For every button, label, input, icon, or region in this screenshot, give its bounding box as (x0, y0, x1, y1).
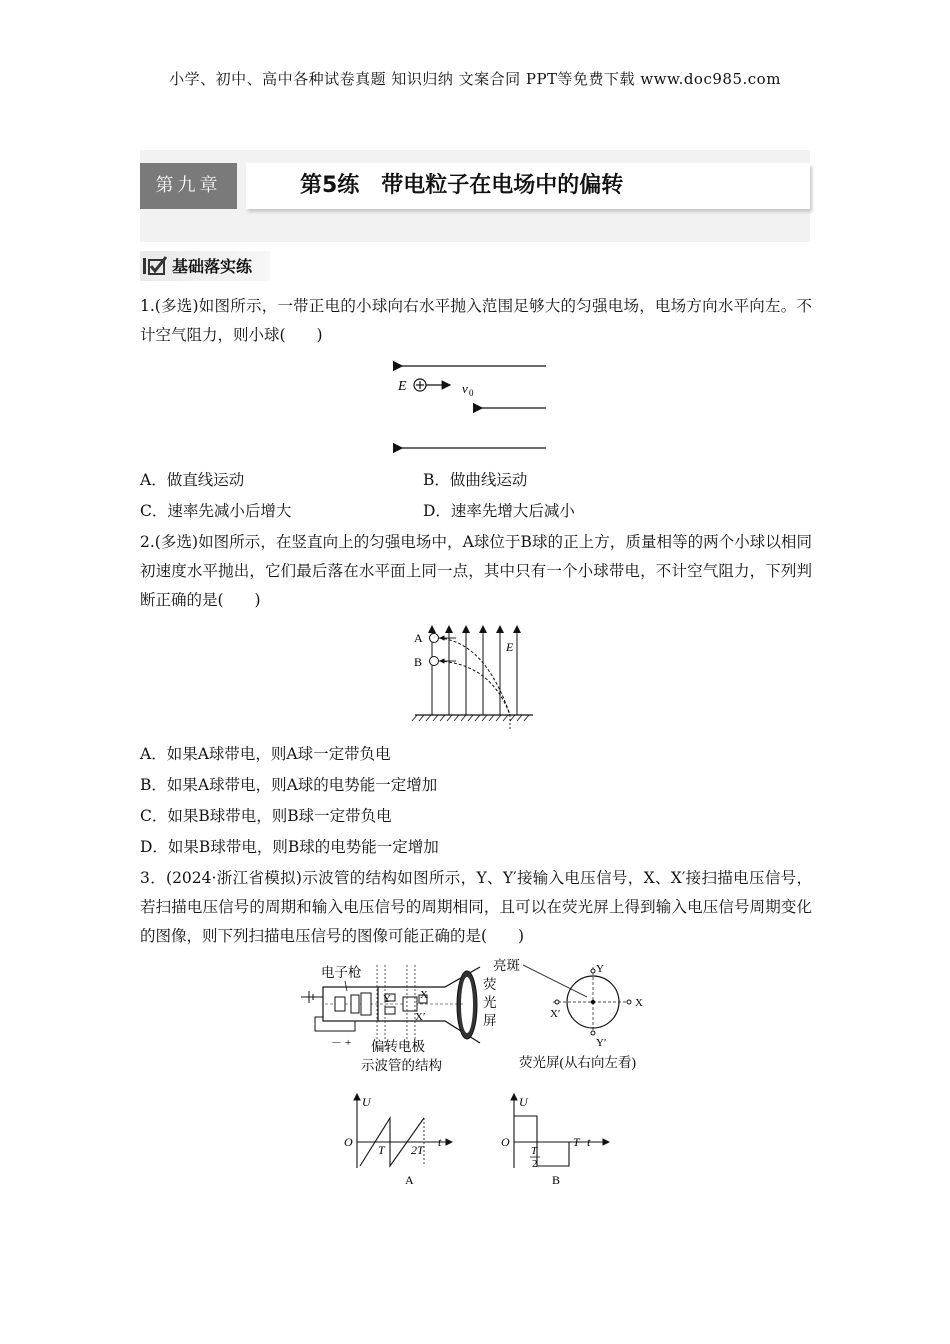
question-1-text: 1.(多选)如图所示，一带正电的小球向右水平抛入范围足够大的匀强电场，电场方向水平向左。不计空气阻力，则小球( ) (140, 297, 812, 344)
minus-sign: － (331, 1037, 342, 1049)
screen-xp-label: X′ (550, 1008, 561, 1020)
q1-velocity-label: v (462, 381, 468, 396)
ball-b (430, 657, 439, 666)
section-label: 基础落实练 (172, 257, 253, 276)
graph-a-caption: A (405, 1173, 414, 1187)
graph-a-origin: O (344, 1135, 353, 1149)
electron-gun-label: 电子枪 (321, 965, 362, 980)
q2-ball-a-label: A (414, 631, 423, 645)
screen-char-3: 屏 (483, 1013, 497, 1028)
q1-option-b: B．做曲线运动 (423, 471, 528, 489)
graph-b-caption: B (552, 1173, 561, 1187)
screen-y-label: Y (596, 963, 604, 975)
graph-a-u-label: U (362, 1095, 371, 1109)
screen-x-label: X (635, 997, 643, 1009)
ball-a (430, 634, 439, 643)
q1-option-d: D．速率先增大后减小 (423, 502, 575, 520)
screen-char-1: 荧 (483, 977, 497, 992)
graph-b-square-wave (514, 1116, 569, 1166)
q2-option-a: A．如果A球带电，则A球一定带负电 (140, 745, 391, 763)
question-3-text: 3．(2024·浙江省模拟)示波管的结构如图所示，Y、Y′接输入电压信号，X、X′接扫描电压信号，若扫描电压信号的周期和输入电压信号的周期相同，且可以在荧光屏上得到输入电压信号周期变化的图像，则下列扫描电压信号的图像可能正确的是( ) (140, 869, 812, 945)
graph-b-t-axis: t (587, 1135, 591, 1149)
screen-char-2: 光 (483, 995, 497, 1010)
q2-field-diagram (405, 618, 540, 733)
graph-a-t1: T (378, 1143, 385, 1157)
tube-xp-label: X′ (415, 1011, 426, 1023)
q2-option-c: C．如果B球带电，则B球一定带负电 (140, 807, 392, 825)
check-icon (142, 255, 168, 277)
q2-field-label: E (506, 640, 514, 654)
graph-b-t1: T (573, 1135, 580, 1149)
graph-a-t2: 2T (411, 1143, 424, 1157)
q1-option-c: C．速率先减小后增大 (140, 502, 292, 520)
page-title: 第5练 带电粒子在电场中的偏转 (300, 173, 624, 198)
screen-yp-label: Y′ (596, 1037, 607, 1049)
spot-label: 亮斑 (493, 958, 520, 973)
q2-option-d: D．如果B球带电，则B球的电势能一定增加 (140, 838, 439, 856)
q1-option-a: A．做直线运动 (140, 471, 245, 489)
q1-field-diagram (380, 355, 560, 460)
bright-spot (591, 1000, 595, 1004)
graph-a (340, 1090, 460, 1190)
graph-b (497, 1090, 617, 1190)
chapter-label: 第九章 (140, 163, 237, 209)
tube-x-label: X (420, 989, 428, 1001)
q1-velocity-sub: 0 (469, 388, 474, 398)
site-header-note: 小学、初中、高中各种试卷真题 知识归纳 文案合同 PPT等免费下载 www.doc985.com (169, 70, 781, 88)
graph-b-half-den: 2 (532, 1158, 538, 1170)
graph-a-t-axis: t (438, 1135, 442, 1149)
q2-ball-b-label: B (414, 655, 423, 669)
graph-b-origin: O (501, 1135, 510, 1149)
graph-b-u-label: U (519, 1095, 528, 1109)
structure-caption: 示波管的结构 (361, 1058, 442, 1073)
electrodes-label: 偏转电极 (371, 1039, 425, 1054)
oscilloscope-diagram (295, 957, 660, 1077)
plus-sign: + (345, 1037, 352, 1049)
q1-field-label: E (398, 379, 407, 394)
screen-view-caption: 荧光屏(从右向左看) (519, 1055, 636, 1070)
q2-option-b: B．如果A球带电，则A球的电势能一定增加 (140, 776, 438, 794)
graph-b-half-num: T (531, 1145, 538, 1157)
tube-y-label: Y (383, 993, 391, 1005)
question-2-text: 2.(多选)如图所示，在竖直向上的匀强电场中，A球位于B球的正上方，质量相等的两个小球以相同初速度水平抛出，它们最后落在水平面上同一点，其中只有一个小球带电，不计空气阻力，下列判断正确的是( ) (140, 533, 812, 609)
